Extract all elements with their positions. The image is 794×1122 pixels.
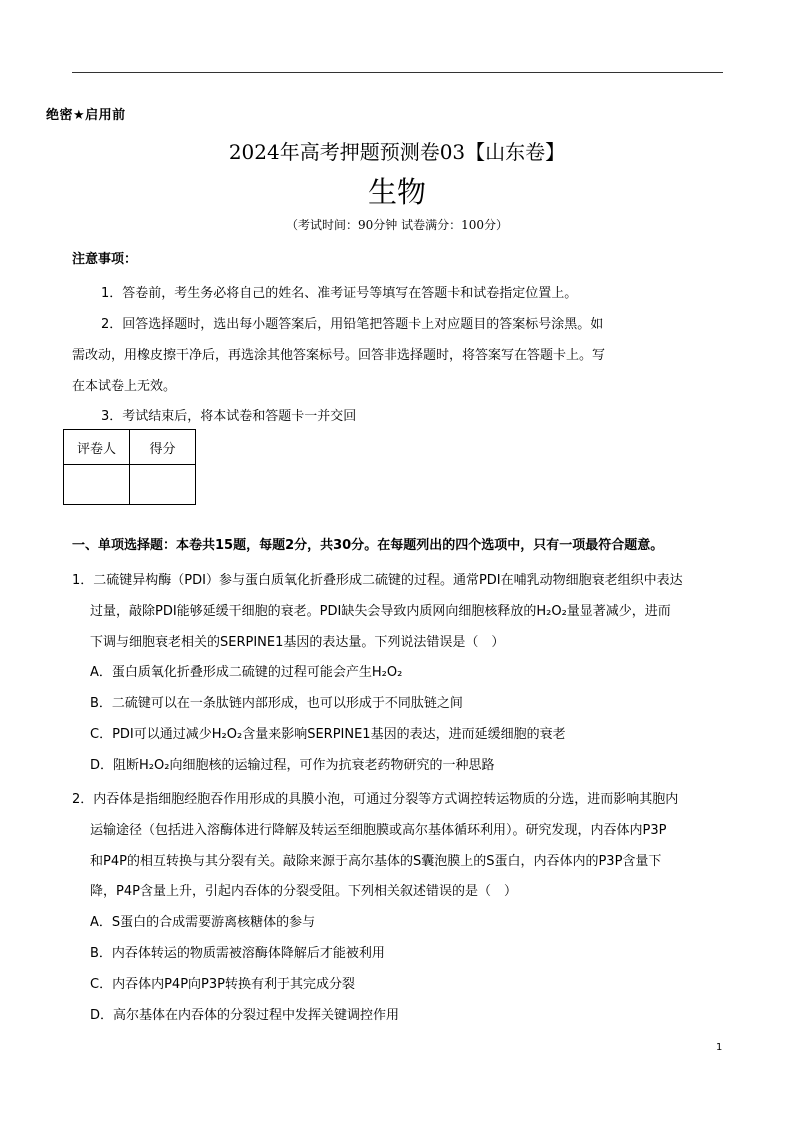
section-heading: 一、单项选择题：本卷共15题，每题2分，共30分。在每题列出的四个选项中，只有一项最符合题意。 <box>72 538 664 553</box>
question-2-line-1: 2．内吞体是指细胞经胞吞作用形成的具膜小泡，可通过分裂等方式调控转运物质的分选，进而影响其胞内 <box>72 792 679 807</box>
question-1-option-b: B．二硫键可以在一条肽链内部形成，也可以形成于不同肽链之间 <box>90 696 463 711</box>
note-line-2: 2．回答选择题时，选出每小题答案后，用铅笔把答题卡上对应题目的答案标号涂黑。如 <box>101 317 604 332</box>
grader-header: 评卷人 <box>64 430 130 465</box>
page-number: 1 <box>716 1042 723 1053</box>
question-1-line-3: 下调与细胞衰老相关的SERPINE1基因的表达量。下列说法错误是（ ） <box>90 635 505 650</box>
note-line-1: 1．答卷前，考生务必将自己的姓名、准考证号等填写在答题卡和试卷指定位置上。 <box>101 286 578 301</box>
question-2-option-a: A．S蛋白的合成需要游离核糖体的参与 <box>90 915 316 930</box>
score-cell <box>130 465 196 505</box>
subject-title: 生物 <box>367 175 426 209</box>
question-2-option-c: C．内吞体内P4P向P3P转换有利于其完成分裂 <box>90 977 355 992</box>
score-table <box>63 429 196 505</box>
question-1-line-2: 过量，敲除PDI能够延缓干细胞的衰老。PDI缺失会导致内质网向细胞核释放的H₂O₂量显著减少，进而 <box>90 604 671 619</box>
question-1-option-c: C．PDI可以通过减少H₂O₂含量来影响SERPINE1基因的表达，进而延缓细胞的衰老 <box>90 727 566 742</box>
grader-cell <box>64 465 130 505</box>
question-1-line-1: 1．二硫键异构酶（PDI）参与蛋白质氧化折叠形成二硫键的过程。通常PDI在哺乳动物细胞衰老组织中表达 <box>72 573 683 588</box>
note-line-3: 需改动，用橡皮擦干净后，再选涂其他答案标号。回答非选择题时，将答案写在答题卡上。写 <box>72 348 606 363</box>
question-2-line-3: 和P4P的相互转换与其分裂有关。敲除来源于高尔基体的S囊泡膜上的S蛋白，内吞体内的P3P含量下 <box>90 854 662 869</box>
confidential-label: 绝密★启用前 <box>46 108 126 123</box>
question-2-line-2: 运输途径（包括进入溶酶体进行降解及转运至细胞膜或高尔基体循环利用）。研究发现，内吞体内P3P <box>90 823 667 838</box>
exam-info: （考试时间：90分钟 试卷满分：100分） <box>286 218 508 232</box>
question-2-option-d: D．高尔基体在内吞体的分裂过程中发挥关键调控作用 <box>90 1008 400 1023</box>
question-2-option-b: B．内吞体转运的物质需被溶酶体降解后才能被利用 <box>90 946 385 961</box>
score-header: 得分 <box>130 430 196 465</box>
note-line-5: 3．考试结束后，将本试卷和答题卡一并交回 <box>101 409 357 424</box>
top-rule <box>72 72 723 73</box>
question-1-option-a: A．蛋白质氧化折叠形成二硫键的过程可能会产生H₂O₂ <box>90 665 403 680</box>
note-line-4: 在本试卷上无效。 <box>72 379 177 394</box>
exam-title: 2024年高考押题预测卷03【山东卷】 <box>228 140 566 164</box>
question-1-option-d: D．阻断H₂O₂向细胞核的运输过程，可作为抗衰老药物研究的一种思路 <box>90 758 495 773</box>
notes-heading: 注意事项： <box>72 252 138 267</box>
question-2-line-4: 降，P4P含量上升，引起内吞体的分裂受阻。下列相关叙述错误的是（ ） <box>90 884 517 899</box>
